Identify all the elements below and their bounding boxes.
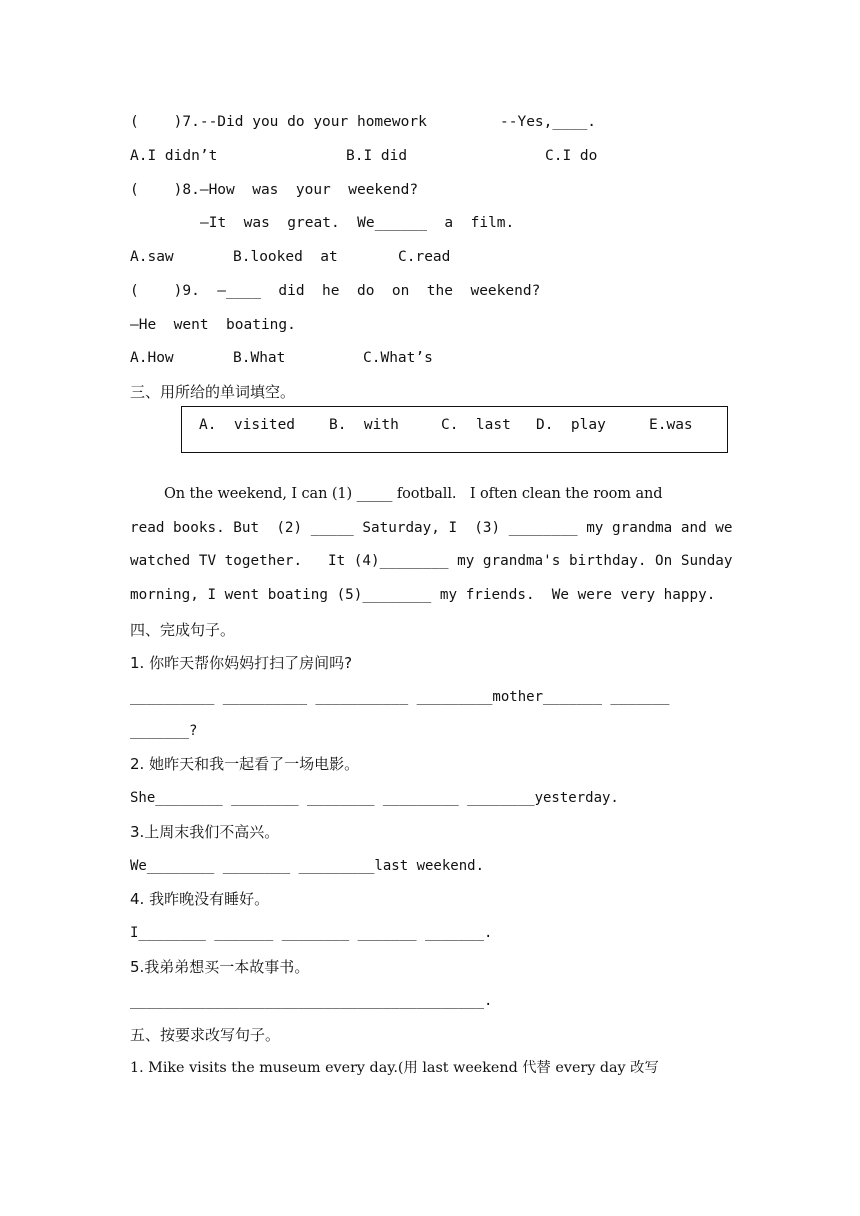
- word-bank-item: E.was: [649, 417, 693, 433]
- question-9-option-c: C.What’s: [363, 350, 433, 366]
- question-8-reply: —It was great. We______ a film.: [200, 215, 515, 231]
- section-4-heading: 四、完成句子。: [130, 621, 236, 639]
- answer-blank-line: We________ ________ _________last weekend.: [130, 858, 485, 874]
- word-bank-box: [181, 406, 728, 453]
- sentence-prompt: 3.上周末我们不高兴。: [130, 823, 280, 841]
- word-bank-item: D. play: [536, 417, 606, 433]
- answer-blank-line: _______?: [130, 723, 198, 739]
- question-9-stem: ( )9. —____ did he do on the weekend?: [130, 283, 541, 299]
- answer-blank-line: __________________________________________.: [130, 993, 493, 1009]
- rewrite-item-1: 1. Mike visits the museum every day.(用 last weekend 代替 every day 改写: [130, 1060, 659, 1076]
- question-8-option-c: C.read: [398, 249, 451, 265]
- passage-line: On the weekend, I can (1) _____ football. I often clean the room and: [164, 486, 663, 502]
- word-bank-item: B. with: [329, 417, 399, 433]
- word-bank-item: A. visited: [199, 417, 296, 433]
- sentence-prompt: 1. 你昨天帮你妈妈打扫了房间吗?: [130, 654, 353, 672]
- question-9-option-b: B.What: [233, 350, 286, 366]
- sentence-prompt: 5.我弟弟想买一本故事书。: [130, 958, 310, 976]
- question-7-stem: ( )7.--Did you do your homework: [130, 114, 427, 130]
- answer-blank-line: She________ ________ ________ _________ ________yesterday.: [130, 790, 619, 806]
- question-8-option-b: B.looked at: [233, 249, 338, 265]
- question-8-option-a: A.saw: [130, 249, 174, 265]
- question-8-stem: ( )8.—How was your weekend?: [130, 182, 419, 198]
- question-7-reply: --Yes,____.: [500, 114, 597, 130]
- passage-line: watched TV together. It (4)________ my grandma's birthday. On Sunday: [130, 553, 733, 569]
- question-7-option-c: C.I do: [545, 148, 598, 164]
- word-bank-item: C. last: [441, 417, 511, 433]
- passage-line: read books. But (2) _____ Saturday, I (3) ________ my grandma and we: [130, 520, 733, 536]
- answer-blank-line: I________ _______ ________ _______ _______.: [130, 925, 493, 941]
- section-3-heading: 三、用所给的单词填空。: [130, 383, 296, 401]
- question-9-option-a: A.How: [130, 350, 174, 366]
- answer-blank-line: __________ __________ ___________ _________mother_______ _______: [130, 689, 670, 705]
- question-7-option-a: A.I didn’t: [130, 148, 218, 164]
- question-9-reply: —He went boating.: [130, 317, 296, 333]
- sentence-prompt: 2. 她昨天和我一起看了一场电影。: [130, 755, 360, 773]
- section-5-heading: 五、按要求改写句子。: [130, 1026, 281, 1044]
- passage-line: morning, I went boating (5)________ my friends. We were very happy.: [130, 587, 716, 603]
- sentence-prompt: 4. 我昨晚没有睡好。: [130, 890, 270, 908]
- question-7-option-b: B.I did: [346, 148, 408, 164]
